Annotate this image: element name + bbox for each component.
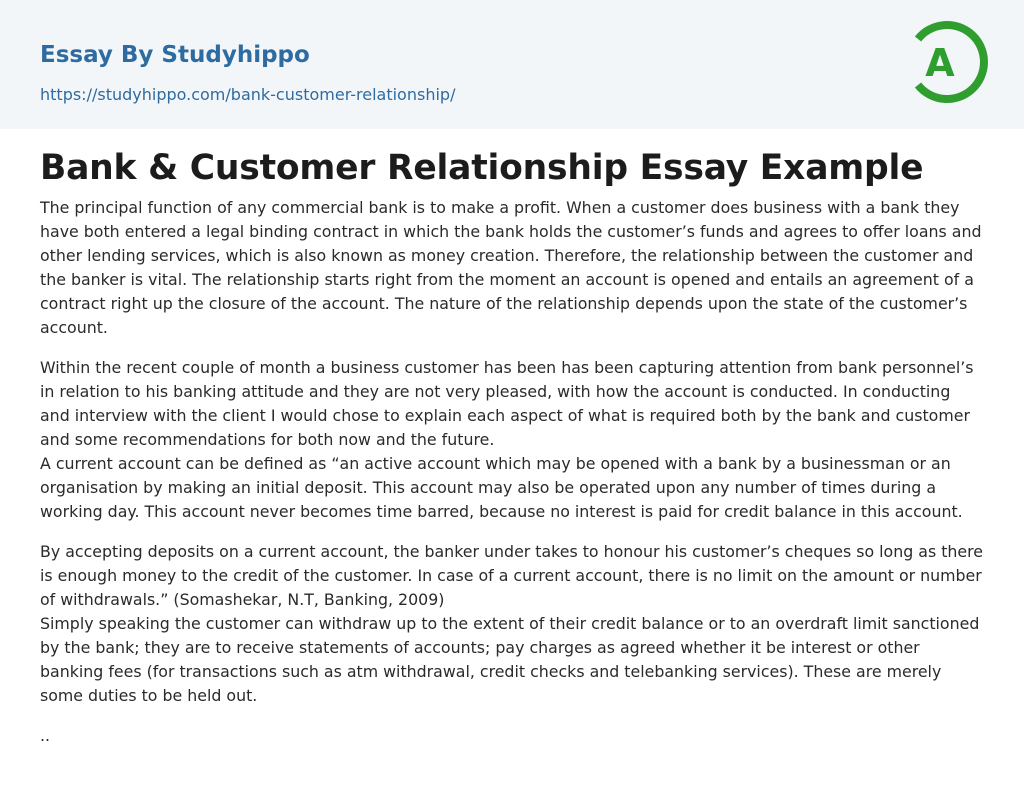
brand-title[interactable]: Essay By Studyhippo — [40, 42, 310, 68]
page-url-link[interactable]: https://studyhippo.com/bank-customer-relationship/ — [40, 85, 456, 104]
article — [0, 146, 1024, 748]
paragraph: By accepting deposits on a current account, the banker under takes to honour his customer’s cheques so long as there is enough money to the credit of the customer. In case of a current account, there is no limit on the amount or number of withdrawals.” (Somashekar, N.T, Banking, 2009) — [40, 542, 983, 609]
paragraph: The principal function of any commercial bank is to make a profit. When a customer does business with a bank they have both entered a legal binding contract in which the bank holds the customer’s funds and agrees to offer loans and other lending services, which is also known as money creation. Therefore, the relationship between the customer and the banker is vital. The relationship starts right from the moment an account is opened and entails an agreement of a contract right up the closure of the account. The nature of the relationship depends upon the state of the customer’s account. — [40, 198, 982, 337]
page-title: Bank & Customer Relationship Essay Example — [40, 148, 924, 188]
studyhippo-logo-icon[interactable] — [908, 18, 988, 106]
site-header — [0, 0, 1024, 129]
paragraph: .. — [40, 726, 51, 745]
paragraph: Simply speaking the customer can withdraw up to the extent of their credit balance or to an overdraft limit sanctioned by the bank; they are to receive statements of accounts; pay charges as agreed whether it be interest or other banking fees (for transactions such as atm withdrawal, credit checks and telebanking services). These are merely some duties to be held out. — [40, 614, 980, 705]
paragraph: A current account can be defined as “an active account which may be opened with a bank by a businessman or an organisation by making an initial deposit. This account may also be operated upon any number of times during a working day. This account never becomes time barred, because no interest is paid for credit balance in this account. — [40, 454, 963, 521]
logo-letter: A — [925, 41, 955, 85]
paragraph: Within the recent couple of month a business customer has been has been capturing attention from bank personnel’s in relation to his banking attitude and they are not very pleased, with how the account is conducted. In conducting and interview with the client I would chose to explain each aspect of what is required both by the bank and customer and some recommendations for both now and the future. — [40, 358, 974, 449]
